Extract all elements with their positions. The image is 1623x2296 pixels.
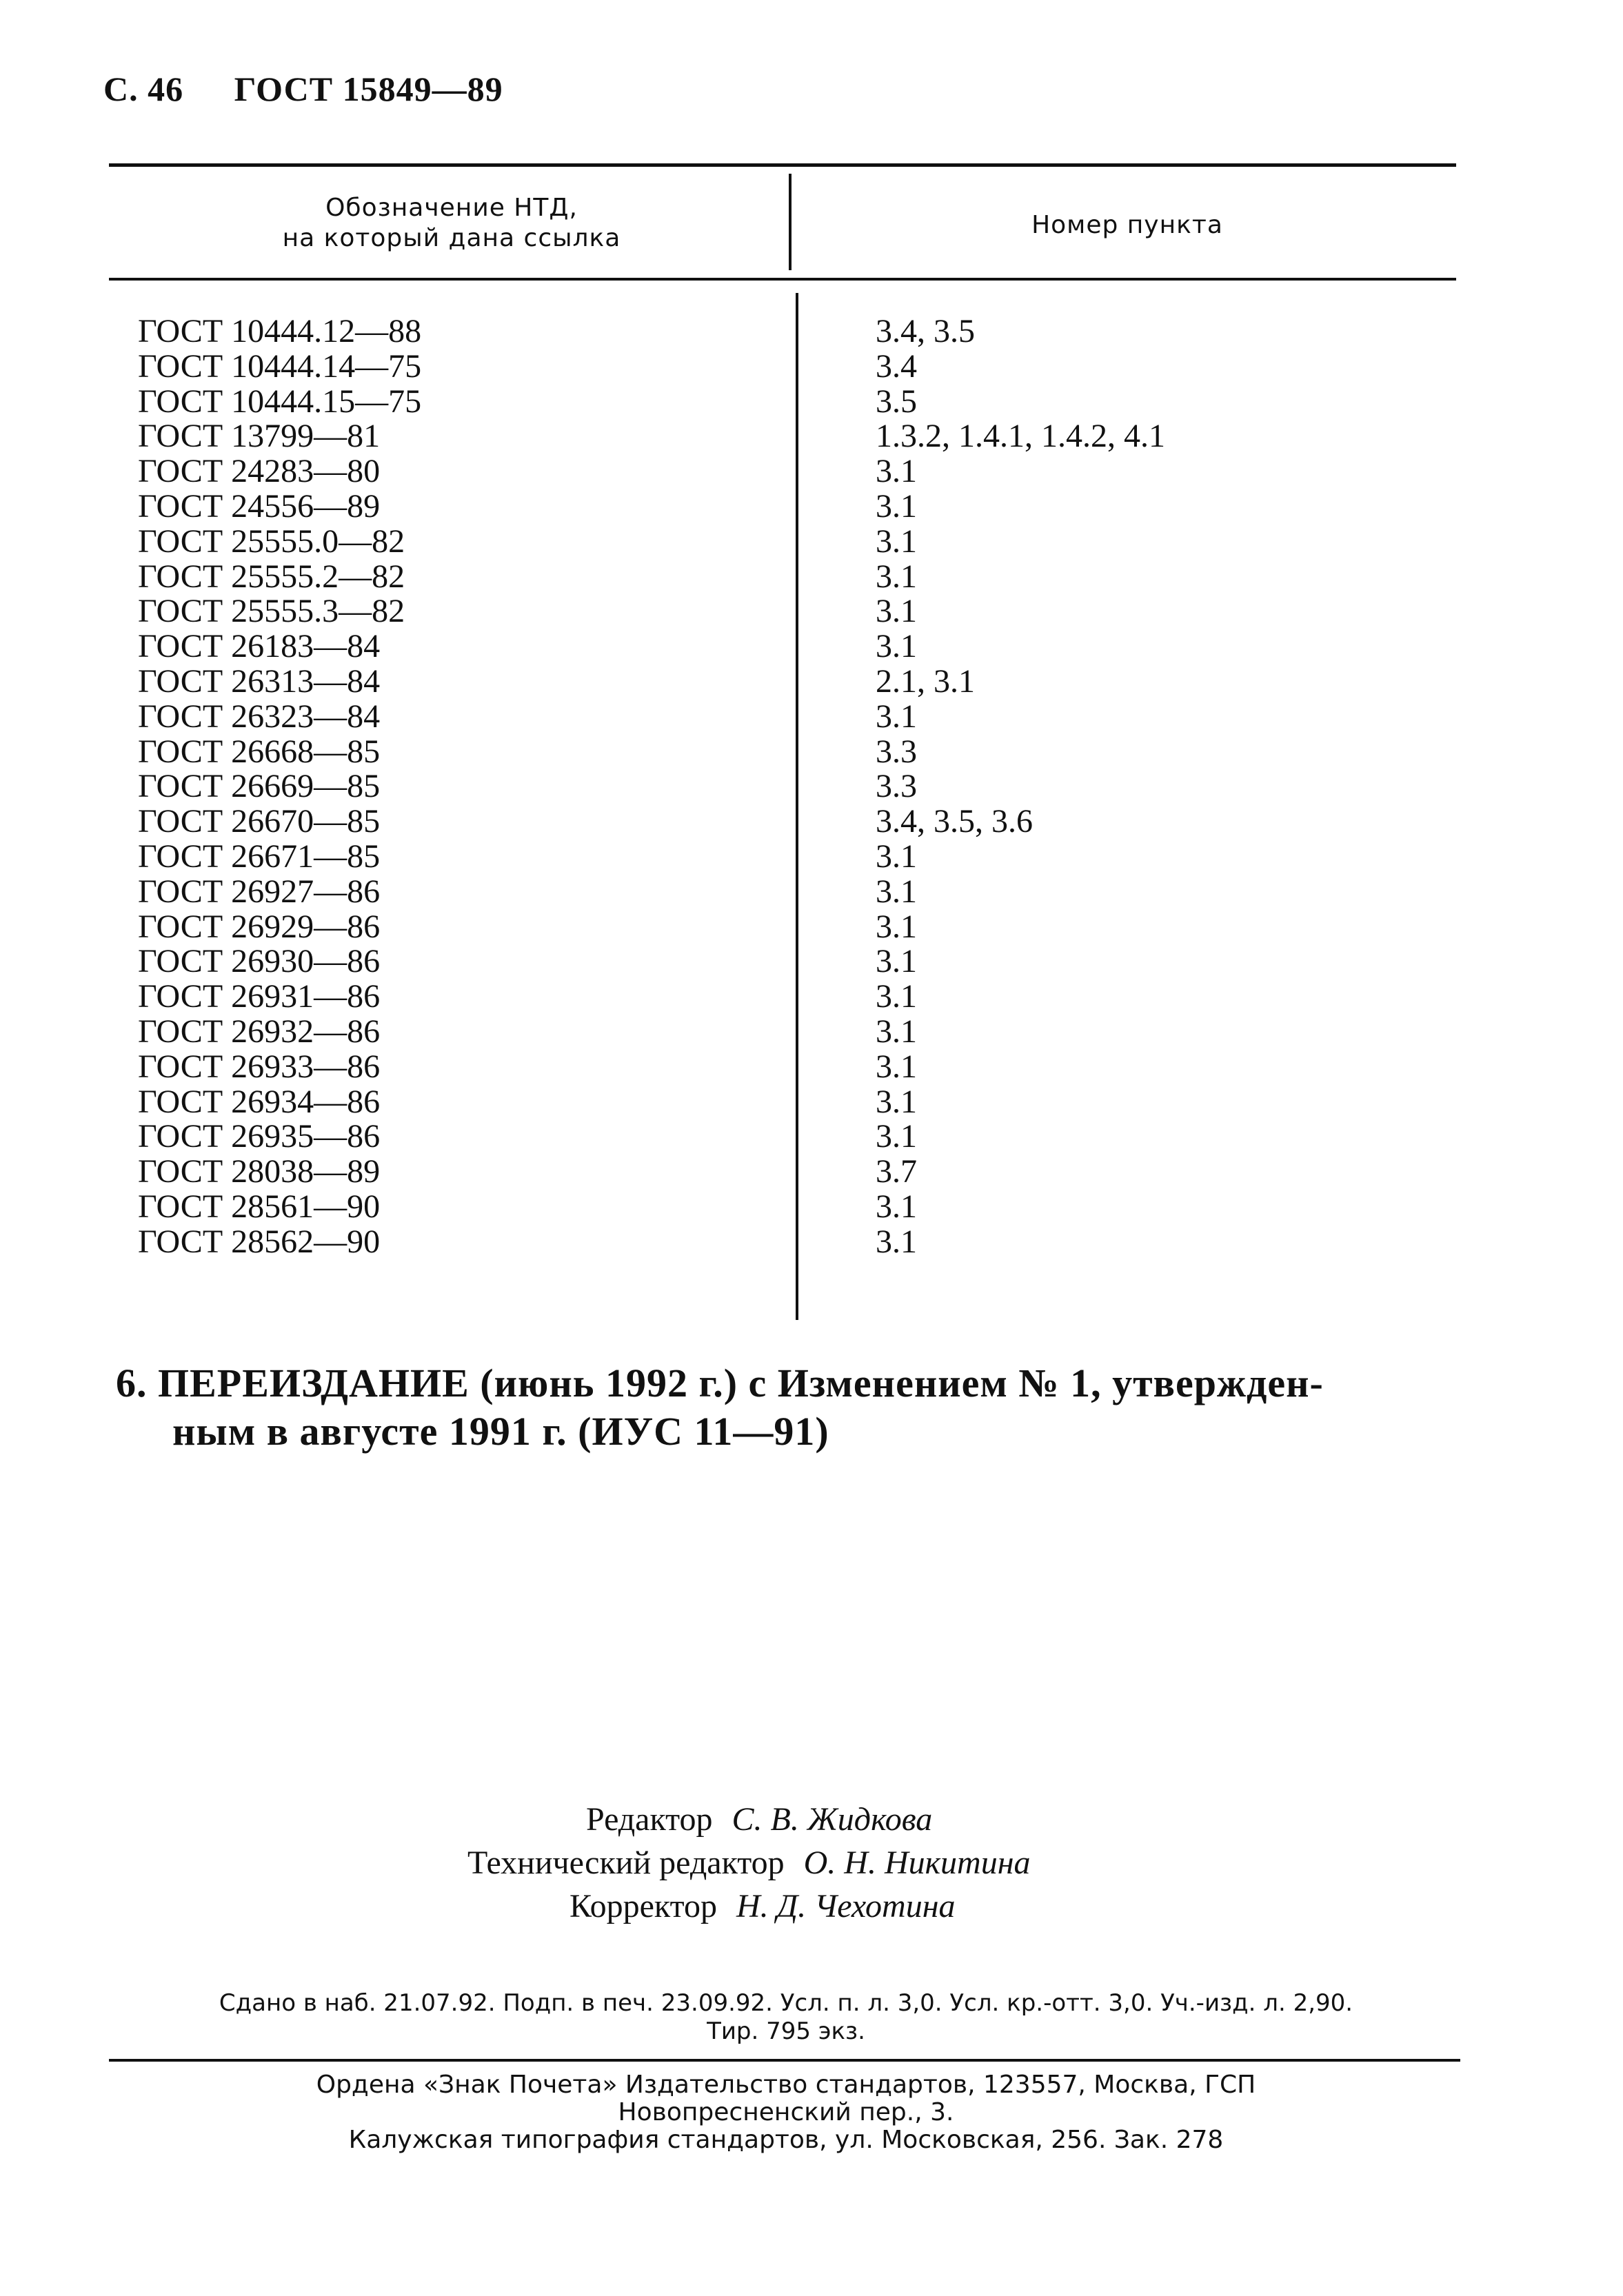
table-row [138,594,1448,629]
credit-role: Редактор [586,1801,713,1838]
reference-table [138,314,1448,1260]
clause-number: 3.1 [876,978,917,1015]
credit-name: С. В. Жидкова [732,1801,933,1838]
referenced-standard: ГОСТ 24556—89 [138,487,381,525]
referenced-standard: ГОСТ 26927—86 [138,873,381,910]
table-top-rule [109,163,1456,167]
table-row [138,769,1448,804]
reissue-note-line2: ным в августе 1991 г. (ИУС 11—91) [172,1409,829,1454]
referenced-standard: ГОСТ 26671—85 [138,837,381,875]
clause-number: 1.3.2, 1.4.1, 1.4.2, 4.1 [876,418,1165,455]
credit-role: Технический редактор [467,1845,785,1881]
clause-number: 3.1 [876,1083,917,1120]
table-row [138,454,1448,489]
column-heading-reference-line2: на который дана ссылка [282,224,621,252]
referenced-standard: ГОСТ 24283—80 [138,453,381,490]
table-row [138,349,1448,385]
clause-number: 3.1 [876,522,917,560]
clause-number: 2.1, 3.1 [876,662,975,700]
referenced-standard: ГОСТ 26931—86 [138,978,381,1015]
clause-number: 3.1 [876,873,917,910]
referenced-standard: ГОСТ 10444.12—88 [138,313,422,349]
referenced-standard: ГОСТ 26930—86 [138,943,381,980]
clause-number: 3.5 [876,383,917,420]
referenced-standard: ГОСТ 26669—85 [138,768,381,805]
clause-number: 3.4 [876,347,917,385]
table-row [138,1225,1448,1260]
imprint-line2: Тир. 795 экз. [707,2018,865,2045]
clause-number: 3.1 [876,1188,917,1225]
table-row [138,1085,1448,1120]
clause-number: 3.1 [876,558,917,595]
referenced-standard: ГОСТ 25555.3—82 [138,593,405,630]
table-header-rule [109,278,1456,281]
referenced-standard: ГОСТ 26668—85 [138,733,381,770]
table-row [138,629,1448,664]
referenced-standard: ГОСТ 26670—85 [138,803,381,840]
clause-number: 3.4, 3.5, 3.6 [876,803,1033,840]
clause-number: 3.3 [876,768,917,805]
clause-number: 3.1 [876,1013,917,1050]
table-header-divider [789,174,792,270]
clause-number: 3.1 [876,1048,917,1085]
standard-title: ГОСТ 15849—89 [234,70,503,108]
clause-number: 3.7 [876,1153,917,1190]
table-row [138,910,1448,945]
table-row [138,804,1448,840]
referenced-standard: ГОСТ 28561—90 [138,1188,381,1225]
table-row [138,522,1448,560]
clause-number: 3.1 [876,453,917,490]
referenced-standard: ГОСТ 10444.15—75 [138,383,422,420]
clause-number: 3.1 [876,837,917,875]
referenced-standard: ГОСТ 26932—86 [138,1013,381,1050]
referenced-standard: ГОСТ 25555.0—82 [138,522,405,560]
clause-number: 3.4, 3.5 [876,313,975,349]
credit-tech-editor [467,1844,1031,1882]
credit-proofreader [569,1887,956,1925]
publisher-line3: Калужская типография стандартов, ул. Московская, 256. Зак. 278 [348,2126,1224,2154]
clause-number: 3.1 [876,943,917,980]
column-heading-clause: Номер пункта [1031,211,1223,239]
table-row [138,979,1448,1015]
referenced-standard: ГОСТ 28038—89 [138,1153,381,1190]
table-row [138,1190,1448,1225]
clause-number: 3.1 [876,593,917,630]
page-header [103,69,503,109]
clause-number: 3.1 [876,1118,917,1155]
referenced-standard: ГОСТ 26323—84 [138,698,381,735]
referenced-standard: ГОСТ 26935—86 [138,1118,381,1155]
clause-number: 3.1 [876,698,917,735]
referenced-standard: ГОСТ 26934—86 [138,1083,381,1120]
reissue-note-line1: 6. ПЕРЕИЗДАНИЕ (июнь 1992 г.) с Изменением № 1, утвержден- [116,1361,1324,1405]
column-heading-reference [124,193,779,254]
imprint-rule [109,2059,1460,2062]
column-heading-reference-line1: Обозначение НТД, [325,194,578,222]
credit-role: Корректор [569,1888,717,1924]
table-row [138,314,1448,349]
table-row [138,944,1448,979]
table-row [138,875,1448,910]
credit-editor [586,1800,932,1838]
clause-number: 3.1 [876,628,917,665]
table-row [138,700,1448,735]
table-row [138,489,1448,525]
referenced-standard: ГОСТ 13799—81 [138,418,381,455]
referenced-standard: ГОСТ 10444.14—75 [138,347,422,385]
clause-number: 3.1 [876,908,917,945]
table-row [138,1015,1448,1050]
referenced-standard: ГОСТ 26313—84 [138,662,381,700]
table-row [138,1050,1448,1085]
referenced-standard: ГОСТ 26929—86 [138,908,381,945]
publisher-line2: Новопресненский пер., 3. [618,2098,954,2126]
table-row [138,735,1448,770]
publisher-line1: Ордена «Знак Почета» Издательство стандартов, 123557, Москва, ГСП [316,2071,1256,2099]
clause-number: 3.3 [876,733,917,770]
table-row [138,837,1448,875]
table-row [138,1119,1448,1155]
referenced-standard: ГОСТ 26183—84 [138,628,381,665]
clause-number: 3.1 [876,1223,917,1260]
table-row [138,664,1448,700]
referenced-standard: ГОСТ 25555.2—82 [138,558,405,595]
referenced-standard: ГОСТ 28562—90 [138,1223,381,1260]
table-row [138,419,1448,454]
imprint-line1: Сдано в наб. 21.07.92. Подп. в печ. 23.09.92. Усл. п. л. 3,0. Усл. кр.-отт. 3,0. Уч.-изд. л. 2,90. [219,1989,1353,2017]
clause-number: 3.1 [876,487,917,525]
credit-name: Н. Д. Чехотина [736,1888,956,1924]
table-row [138,560,1448,595]
referenced-standard: ГОСТ 26933—86 [138,1048,381,1085]
reissue-note [116,1359,1467,1456]
credit-name: О. Н. Никитина [803,1845,1031,1881]
table-row [138,385,1448,420]
page-number: С. 46 [103,70,184,108]
table-row [138,1155,1448,1190]
